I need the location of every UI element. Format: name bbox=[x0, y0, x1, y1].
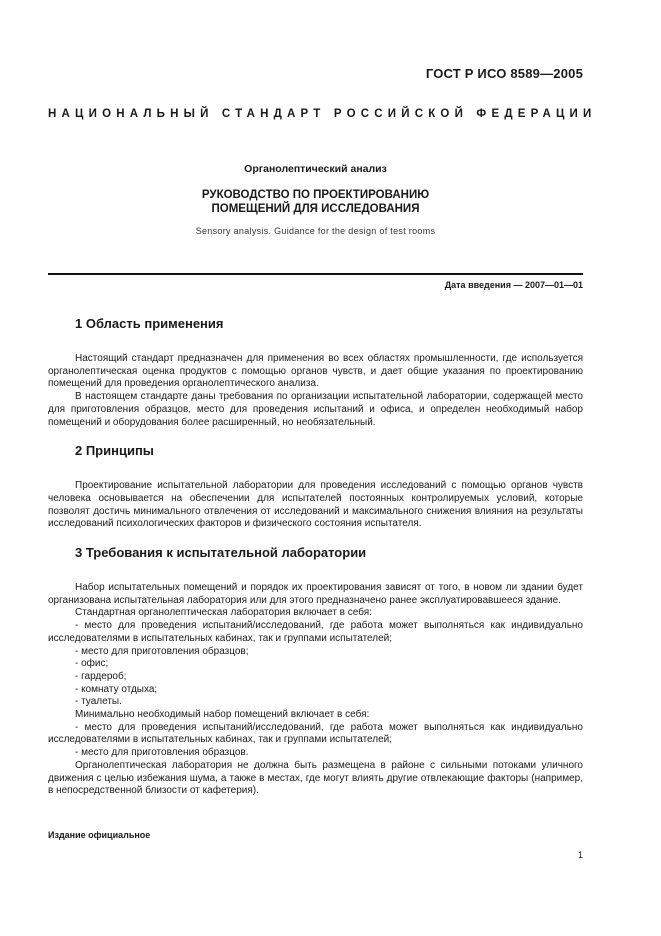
header-divider bbox=[48, 273, 583, 275]
list-item: - место для проведения испытаний/исследований, где работа может выполняться как индивидуально исследователями в испытательных кабинах, так и группами испытателей; bbox=[48, 620, 583, 644]
list-item: - место для приготовления образцов; bbox=[75, 645, 249, 657]
edition-note: Издание официальное bbox=[48, 830, 151, 840]
list-item: - место для проведения испытаний/исследований, где работа может выполняться как индивидуально исследователями в испытательных кабинах, так и группами испытателей; bbox=[48, 721, 583, 746]
document-title-line-2: ПОМЕЩЕНИЙ ДЛЯ ИССЛЕДОВАНИЯ bbox=[211, 203, 420, 215]
section-lab-requirements bbox=[48, 545, 583, 798]
paragraph: Стандартная органолептическая лаборатория включает в себя: bbox=[75, 607, 372, 619]
list-item: - гардероб; bbox=[75, 670, 127, 682]
list-item: - офис; bbox=[75, 658, 109, 670]
page-number: 1 bbox=[577, 850, 583, 860]
paragraph: Проектирование испытательной лаборатории для проведения исследований с помощью органов чувств человека основывается на обеспечении для испытателей постоянных контролируемых условий, которые позволят достичь минимального отвлечения от исследований и максимального снижения влияния на результаты исследований психологических факторов и физического состояния испытателя. bbox=[48, 480, 583, 530]
section-heading: 3 Требования к испытательной лаборатории bbox=[75, 545, 367, 561]
document-subject: Органолептический анализ bbox=[244, 163, 387, 175]
list-item: - туалеты. bbox=[75, 696, 122, 708]
section-principles bbox=[48, 443, 583, 531]
paragraph: Настоящий стандарт предназначен для применения во всех областях промышленности, где используется органолептическая оценка продуктов с помощью органов чувств, и дает общие указания по проектированию помещений для проведения органолептического анализа. bbox=[48, 353, 583, 390]
standard-banner: НАЦИОНАЛЬНЫЙ СТАНДАРТ РОССИЙСКОЙ ФЕДЕРАЦИИ bbox=[48, 108, 597, 120]
section-heading: 2 Принципы bbox=[75, 443, 154, 459]
document-title-line-1: РУКОВОДСТВО ПО ПРОЕКТИРОВАНИЮ bbox=[201, 189, 430, 201]
section-heading: 1 Область применения bbox=[75, 316, 224, 331]
introduction-date: Дата введения — 2007—01—01 bbox=[444, 280, 583, 290]
paragraph: В настоящем стандарте даны требования по организации испытательной лаборатории, содержащей место для приготовления образцов, место для проведения испытаний и офиса, и определен необходимый набор помещений и оборудования более расширенный, но необязательный. bbox=[48, 391, 583, 428]
paragraph: Минимально необходимый набор помещений включает в себя: bbox=[75, 709, 370, 721]
paragraph: Органолептическая лаборатория не должна быть размещена в районе с сильными потоками уличного движения с целью избежания шума, а также в местах, где могут влиять другие отвлекающие факторы (например, в непосредственной близости от кафетерия). bbox=[48, 759, 583, 797]
paragraph: Набор испытательных помещений и порядок их проектирования зависят от того, в новом ли здании будет организована испытательная лаборатория или для этого предназначено ранее эксплуатировавшееся здание. bbox=[48, 582, 583, 606]
document-header bbox=[48, 163, 583, 236]
list-item: - комнату отдыха; bbox=[75, 683, 158, 695]
document-body bbox=[48, 316, 583, 812]
section-scope bbox=[48, 316, 583, 429]
document-title-english: Sensory analysis. Guidance for the design of test rooms bbox=[195, 226, 436, 236]
list-item: - место для приготовления образцов. bbox=[75, 747, 249, 759]
gost-code: ГОСТ Р ИСО 8589—2005 bbox=[425, 66, 583, 81]
document-title bbox=[48, 188, 583, 216]
